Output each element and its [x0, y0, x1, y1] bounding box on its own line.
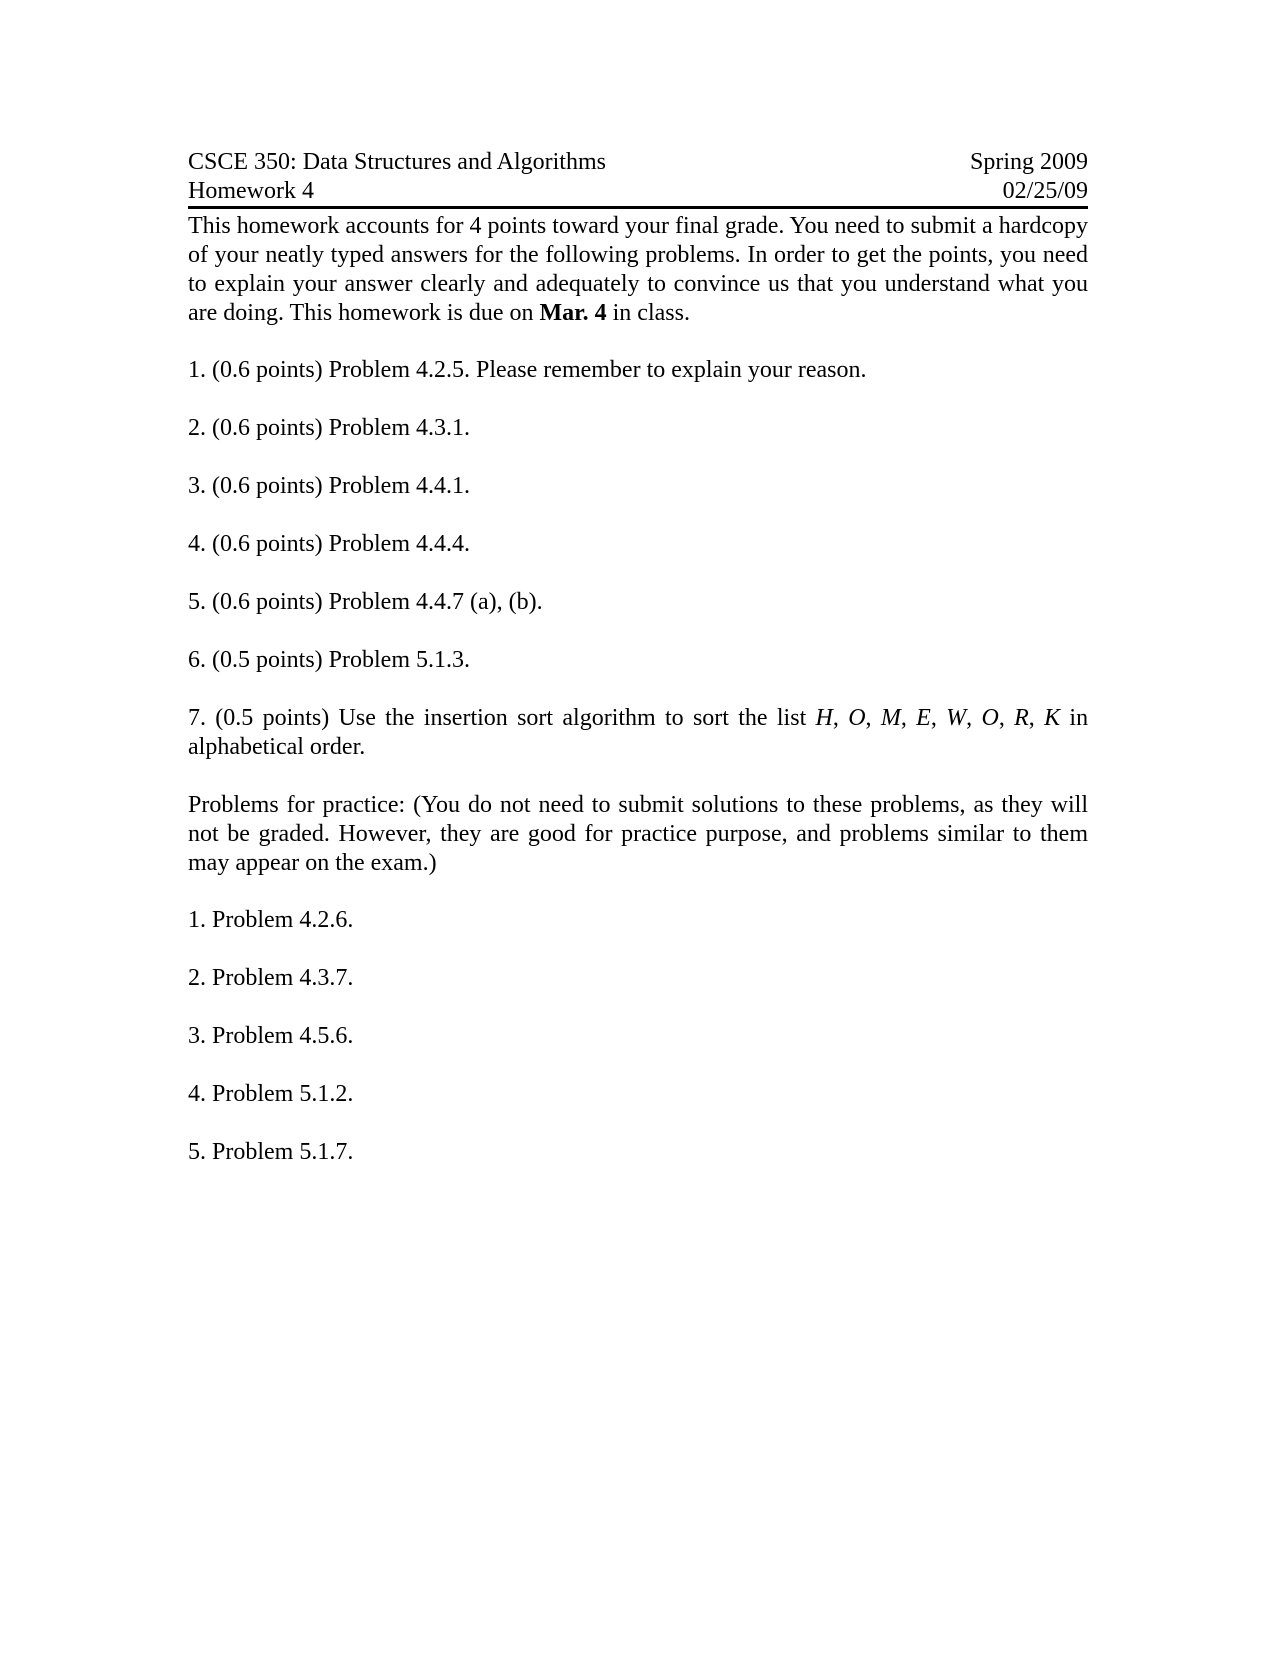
- header-row-1: [188, 148, 1088, 177]
- list-letter: H: [815, 705, 833, 731]
- problem-7-prefix: 7. (0.5 points) Use the insertion sort algorithm to sort the list: [188, 705, 816, 731]
- practice-item: 4. Problem 5.1.2.: [188, 1081, 354, 1107]
- header-rule: [188, 206, 1088, 209]
- list-letter: R: [1014, 705, 1029, 731]
- problem-item: 2. (0.6 points) Problem 4.3.1.: [188, 415, 470, 441]
- problem-item: 1. (0.6 points) Problem 4.2.5. Please remember to explain your reason.: [188, 357, 867, 383]
- header-row-2: [188, 177, 1088, 206]
- term: Spring 2009: [969, 149, 1088, 175]
- practice-item: 2. Problem 4.3.7.: [188, 965, 354, 991]
- intro-text: This homework accounts for 4 points toward your final grade. You need to submit a hardcopy of your neatly typed answers for the following problems. In order to get the points, you need to explain your answer clearly and adequately to convince us that you understand what you are doing. This homework is due on: [188, 213, 1088, 326]
- list-letter: E: [916, 705, 931, 731]
- list-letter: K: [1044, 705, 1061, 731]
- problem-item-7: 7. (0.5 points) Use the insertion sort algorithm to sort the list H, O, M, E, W, O, R, K in alphabetical order.: [188, 705, 1089, 760]
- document-page: [188, 148, 1088, 1196]
- problem-item: 3. (0.6 points) Problem 4.4.1.: [188, 473, 470, 499]
- practice-list: [188, 906, 1088, 1167]
- problem-7-suffix: in alphabetical order.: [188, 705, 1089, 760]
- list-letter: O: [848, 705, 866, 731]
- problem-list: [188, 356, 1088, 762]
- intro-paragraph: [188, 212, 1088, 328]
- course-title: CSCE 350: Data Structures and Algorithms: [188, 149, 606, 175]
- assignment-title: Homework 4: [188, 178, 314, 204]
- practice-item: 3. Problem 4.5.6.: [188, 1023, 354, 1049]
- list-letter: W: [946, 705, 967, 731]
- problem-item: 6. (0.5 points) Problem 5.1.3.: [188, 647, 470, 673]
- list-letter: O: [981, 705, 999, 731]
- practice-item: 1. Problem 4.2.6.: [188, 907, 354, 933]
- practice-item: 5. Problem 5.1.7.: [188, 1139, 354, 1165]
- practice-intro: Problems for practice: (You do not need to submit solutions to these problems, as they will not be graded. However, they are good for practice purpose, and problems similar to them may appear on the exam.): [188, 792, 1088, 876]
- problem-item: 4. (0.6 points) Problem 4.4.4.: [188, 531, 470, 557]
- assignment-date: 02/25/09: [1002, 178, 1088, 204]
- intro-text-end: in class.: [606, 300, 690, 326]
- problem-item: 5. (0.6 points) Problem 4.4.7 (a), (b).: [188, 589, 543, 615]
- list-letter: M: [880, 705, 901, 731]
- due-date: Mar. 4: [539, 300, 607, 326]
